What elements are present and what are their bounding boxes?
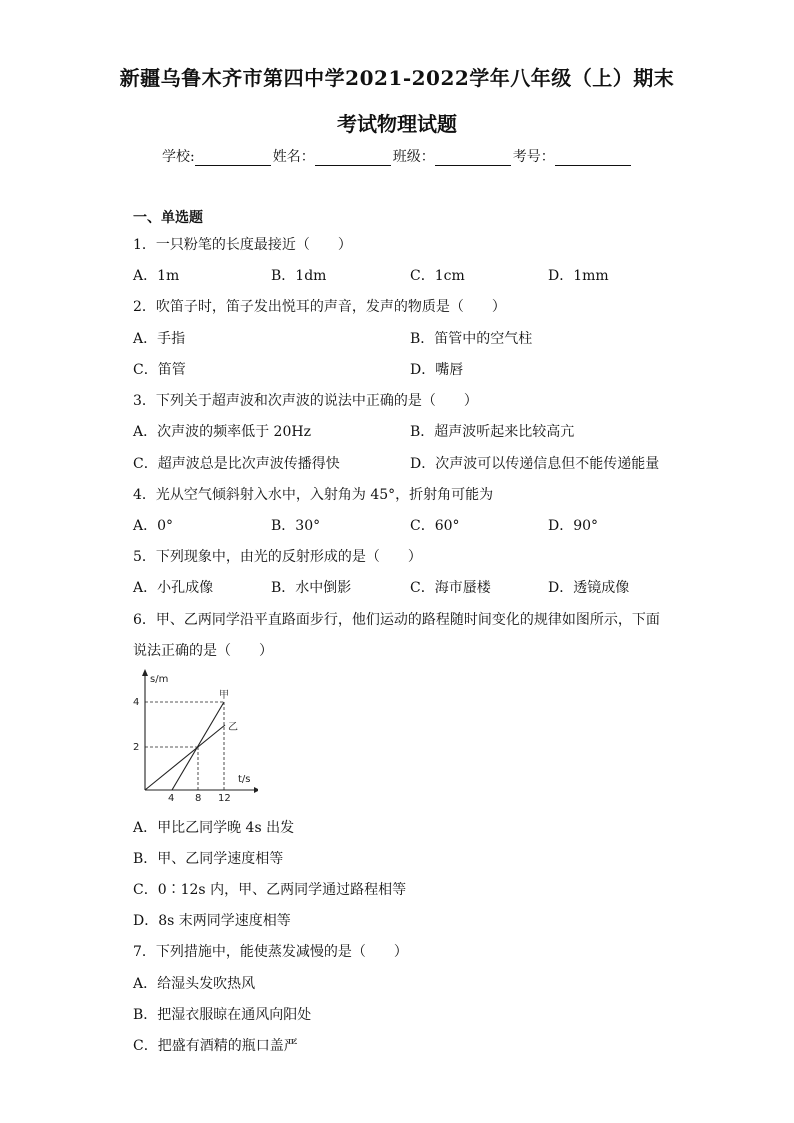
x-tick-12: 12 [218, 793, 231, 804]
name-label: 姓名： [272, 149, 315, 165]
option-a[interactable]: A．甲比乙同学晚 4s 出发 [133, 820, 295, 836]
option-a[interactable]: A．小孔成像 [133, 580, 214, 596]
option-a[interactable]: A．手指 [133, 331, 186, 347]
section-title: 一、单选题 [133, 210, 203, 226]
question-stem: 1．一只粉笔的长度最接近（ ） [133, 237, 352, 253]
option-b[interactable]: B．30° [271, 518, 321, 534]
option-d[interactable]: D．嘴唇 [410, 362, 464, 378]
option-a[interactable]: A．1m [133, 268, 180, 284]
option-b[interactable]: B．1dm [271, 268, 327, 284]
y-tick-2: 2 [133, 742, 140, 753]
option-b[interactable]: B．甲、乙同学速度相等 [133, 851, 284, 867]
option-d[interactable]: D．1mm [548, 268, 609, 284]
question-stem: 3．下列关于超声波和次声波的说法中正确的是（ ） [133, 393, 478, 409]
x-tick-4: 4 [168, 793, 175, 804]
question-stem-continued: 说法正确的是（ ） [133, 643, 273, 659]
student-info-row [162, 146, 633, 166]
question-stem: 5．下列现象中，由光的反射形成的是（ ） [133, 549, 422, 565]
exam-title-line2: 考试物理试题 [337, 112, 457, 136]
school-blank[interactable] [195, 151, 271, 166]
school-label: 学校: [162, 149, 195, 165]
option-b[interactable]: B．超声波听起来比较高亢 [410, 424, 575, 440]
question-stem: 6．甲、乙两同学沿平直路面步行，他们运动的路程随时间变化的规律如图所示，下面 [133, 612, 660, 628]
line-yi [145, 725, 225, 790]
question-stem: 2．吹笛子时，笛子发出悦耳的声音，发声的物质是（ ） [133, 299, 506, 315]
class-blank[interactable] [435, 151, 511, 166]
option-c[interactable]: C．60° [410, 518, 460, 534]
option-d[interactable]: D．8s 末两同学速度相等 [133, 913, 291, 929]
option-c[interactable]: C．1cm [410, 268, 465, 284]
option-c[interactable]: C．笛管 [133, 362, 186, 378]
y-axis-arrow-icon [142, 669, 148, 676]
option-d[interactable]: D．90° [548, 518, 599, 534]
distance-time-graph [128, 668, 258, 804]
y-tick-4: 4 [133, 697, 140, 708]
option-c[interactable]: C．海市蜃楼 [410, 580, 491, 596]
question-stem: 7．下列措施中，能使蒸发减慢的是（ ） [133, 944, 408, 960]
option-c[interactable]: C．超声波总是比次声波传播得快 [133, 456, 340, 472]
option-c[interactable]: C．把盛有酒精的瓶口盖严 [133, 1038, 298, 1054]
option-d[interactable]: D．次声波可以传递信息但不能传递能量 [410, 456, 660, 472]
x-axis-label: t/s [238, 774, 251, 785]
option-b[interactable]: B．水中倒影 [271, 580, 352, 596]
line-jia-label: 甲 [219, 690, 229, 701]
name-blank[interactable] [315, 151, 391, 166]
y-axis-label: s/m [150, 674, 169, 685]
option-a[interactable]: A．0° [133, 518, 174, 534]
option-b[interactable]: B．把湿衣服晾在通风向阳处 [133, 1007, 312, 1023]
number-label: 考号： [512, 149, 555, 165]
line-yi-label: 乙 [228, 722, 238, 733]
option-a[interactable]: A．给湿头发吹热风 [133, 976, 256, 992]
option-c[interactable]: C．0∶12s 内，甲、乙两同学通过路程相等 [133, 882, 407, 898]
exam-title-line1: 新疆乌鲁木齐市第四中学2021-2022学年八年级（上）期末 [119, 66, 675, 90]
x-axis-arrow-icon [254, 787, 258, 793]
option-b[interactable]: B．笛管中的空气柱 [410, 331, 533, 347]
option-a[interactable]: A．次声波的频率低于 20Hz [133, 424, 311, 440]
option-d[interactable]: D．透镜成像 [548, 580, 630, 596]
number-blank[interactable] [555, 151, 631, 166]
line-jia [172, 702, 224, 790]
question-stem: 4．光从空气倾斜射入水中，入射角为 45°，折射角可能为 [133, 487, 494, 503]
x-tick-8: 8 [195, 793, 202, 804]
class-label: 班级： [392, 149, 435, 165]
